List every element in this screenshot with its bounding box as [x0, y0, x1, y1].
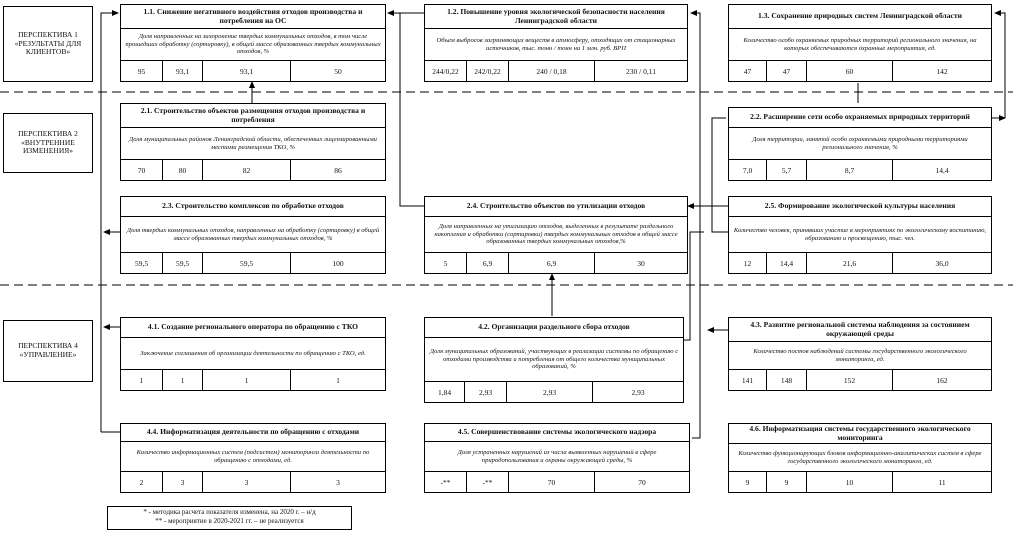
goal-title: 4.1. Создание регионального оператора по обращению с ТКО: [121, 318, 385, 338]
perspective-4-label: ПЕРСПЕКТИВА 4 «УПРАВЛЕНИЕ»: [3, 320, 93, 382]
goal-indicator: Количество особо охраняемых природных территорий регионального значения, на которых обеспечиваются охранные мероприятия, ед.: [729, 29, 991, 61]
goal-box-1-1: [120, 4, 386, 82]
value-cell: 152: [807, 370, 893, 390]
value-cell: 14,4: [935, 165, 949, 175]
goal-box-1-3: [728, 4, 992, 82]
value-cell: -**: [425, 472, 467, 492]
goal-box-4-6: [728, 423, 992, 493]
value-cell: 1: [121, 370, 163, 390]
value-cell: 2,93: [465, 382, 507, 402]
goal-box-4-3: [728, 317, 992, 391]
goal-indicator: Количество функционирующих блоков информационно-аналитических систем в сфере государственного экологического мониторинга, ед.: [729, 444, 991, 472]
goal-values: [425, 472, 689, 492]
footnote-line-1: * - методика расчета показателя изменена, на 2020 г. – н/д: [143, 508, 316, 516]
value-cell: 59,5: [121, 253, 163, 273]
value-cell: 100: [332, 258, 344, 268]
value-cell: 3: [163, 472, 203, 492]
value-cell: 7,0: [729, 160, 767, 180]
value-cell: -**: [467, 472, 509, 492]
value-cell: 47: [729, 61, 767, 81]
value-cell: 142: [936, 66, 948, 76]
goal-title: 2.3. Строительство комплексов по обработке отходов: [121, 197, 385, 217]
goal-title: 4.2. Организация раздельного сбора отходов: [425, 318, 683, 338]
goal-indicator: Доля твердых коммунальных отходов, направленных на обработку (сортировку) в общей массе образованных твердых коммунальных отходов, %: [121, 217, 385, 253]
value-cell: 60: [807, 61, 893, 81]
value-cell: 59,5: [203, 253, 291, 273]
value-cell: 93,1: [203, 61, 291, 81]
goal-title: 2.5. Формирование экологической культуры населения: [729, 197, 991, 217]
goal-title: 4.4. Информатизация деятельности по обращению с отходами: [121, 424, 385, 442]
goal-values: [121, 253, 385, 273]
value-cell: 5,7: [767, 160, 807, 180]
value-cell: 95: [121, 61, 163, 81]
goal-box-1-2: [424, 4, 688, 82]
value-cell: 93,1: [163, 61, 203, 81]
value-cell: 230 / 0,11: [626, 66, 656, 76]
arrow-connector: [995, 13, 1005, 118]
goal-box-2-4: [424, 196, 688, 274]
goal-box-4-2: [424, 317, 684, 403]
arrow-connector: [691, 13, 700, 438]
perspective-1-label: ПЕРСПЕКТИВА 1 «РЕЗУЛЬТАТЫ ДЛЯ КЛИЕНТОВ»: [3, 6, 93, 82]
value-cell: 2,93: [631, 387, 645, 397]
goal-values: [729, 370, 991, 390]
value-cell: 70: [509, 472, 595, 492]
value-cell: 141: [729, 370, 767, 390]
goal-indicator: Доля устраненных нарушений из числа выявленных нарушений в сфере природопользования и охраны окружающей среды, %: [425, 442, 689, 472]
goal-title: 1.2. Повышение уровня экологической безопасности населения Ленинградской области: [425, 5, 687, 29]
goal-indicator: Доля муниципальных районов Ленинградской области, обеспеченных лицензированными местами размещения ТКО, %: [121, 128, 385, 160]
arrow-connector: [712, 118, 728, 232]
value-cell: 11: [938, 477, 946, 487]
goal-values: [425, 253, 687, 273]
arrow-connector: [101, 13, 118, 432]
goal-title: 4.3. Развитие региональной системы наблюдения за состоянием окружающей среды: [729, 318, 991, 342]
footnote-line-2: ** - мероприятие в 2020-2021 гг. – не реализуется: [155, 517, 304, 526]
value-cell: 6,9: [509, 253, 595, 273]
value-cell: 240 / 0,18: [509, 61, 595, 81]
goal-values: [425, 382, 683, 402]
goal-title: 4.5. Совершенствование системы экологического надзора: [425, 424, 689, 442]
goal-box-2-2: [728, 107, 992, 181]
value-cell: 3: [203, 472, 291, 492]
goal-values: [121, 370, 385, 390]
goal-values: [729, 253, 991, 273]
goal-values: [425, 61, 687, 81]
goal-box-2-3: [120, 196, 386, 274]
value-cell: 1: [203, 370, 291, 390]
goal-indicator: Заключение соглашения об организации деятельности по обращению с ТКО, ед.: [121, 338, 385, 370]
goal-values: [729, 61, 991, 81]
value-cell: 80: [163, 160, 203, 180]
value-cell: 10: [807, 472, 893, 492]
value-cell: 148: [767, 370, 807, 390]
goal-title: 1.3. Сохранение природных систем Ленинградской области: [729, 5, 991, 29]
value-cell: 1: [336, 375, 340, 385]
goal-box-4-1: [120, 317, 386, 391]
value-cell: 242/0,22: [467, 61, 509, 81]
value-cell: 70: [121, 160, 163, 180]
goal-values: [121, 472, 385, 492]
value-cell: 21,6: [807, 253, 893, 273]
arrow-connector: [400, 13, 424, 206]
value-cell: 9: [767, 472, 807, 492]
perspective-2-label: ПЕРСПЕКТИВА 2 «ВНУТРЕННИЕ ИЗМЕНЕНИЯ»: [3, 113, 93, 173]
value-cell: 6,9: [467, 253, 509, 273]
goal-indicator: Количество человек, принявших участие в мероприятиях по экологическому воспитанию, образованию и просвещению, тыс. чел.: [729, 217, 991, 253]
value-cell: 59,5: [163, 253, 203, 273]
value-cell: 5: [425, 253, 467, 273]
goal-title: 2.2. Расширение сети особо охраняемых природных территорий: [729, 108, 991, 128]
value-cell: 9: [729, 472, 767, 492]
value-cell: 1: [163, 370, 203, 390]
value-cell: 70: [638, 477, 646, 487]
value-cell: 14,4: [767, 253, 807, 273]
goal-values: [121, 160, 385, 180]
goal-indicator: Доля направленных на утилизацию отходов, выделенных в результате раздельного накопления и обработки (сортировки) твердых коммунальных отходов в общей массе образованных твердых коммунальных отходов,%: [425, 217, 687, 253]
goal-values: [729, 472, 991, 492]
value-cell: 1,84: [425, 382, 465, 402]
goal-indicator: Объем выбросов загрязняющих веществ в атмосферу, отходящих от стационарных источников, тыс. тонн / тонн на 1 млн. руб. ВРП: [425, 29, 687, 61]
value-cell: 36,0: [935, 258, 949, 268]
value-cell: 2,93: [507, 382, 593, 402]
value-cell: 12: [729, 253, 767, 273]
footnote: [107, 506, 352, 530]
value-cell: 244/0,22: [425, 61, 467, 81]
value-cell: 8,7: [807, 160, 893, 180]
goal-values: [121, 61, 385, 81]
goal-indicator: Количество информационных систем (подсистем) мониторинга деятельности по обращению с отходами, ед.: [121, 442, 385, 472]
value-cell: 30: [637, 258, 645, 268]
goal-title: 1.1. Снижение негативного воздействия отходов производства и потребления на ОС: [121, 5, 385, 29]
value-cell: 3: [336, 477, 340, 487]
goal-title: 2.4. Строительство объектов по утилизации отходов: [425, 197, 687, 217]
value-cell: 50: [334, 66, 342, 76]
goal-box-4-4: [120, 423, 386, 493]
goal-title: 2.1. Строительство объектов размещения отходов производства и потребления: [121, 104, 385, 128]
value-cell: 162: [936, 375, 948, 385]
goal-box-4-5: [424, 423, 690, 493]
value-cell: 82: [203, 160, 291, 180]
value-cell: 2: [121, 472, 163, 492]
value-cell: 86: [334, 165, 342, 175]
goal-box-2-1: [120, 103, 386, 181]
goal-indicator: Доля муниципальных образований, участвующих в реализации системы по обращению с отходами производства и потребления от общего количества муниципальных образований, %: [425, 338, 683, 382]
value-cell: 47: [767, 61, 807, 81]
goal-indicator: Доля направленных на захоронение твердых коммунальных отходов, в том числе прошедших обработку (сортировку), в общей массе образованных твердых коммунальных отходов, %: [121, 29, 385, 61]
goal-values: [729, 160, 991, 180]
goal-title: 4.6. Информатизация системы государственного экологического мониторинга: [729, 424, 991, 444]
goal-indicator: Доля территории, занятой особо охраняемыми природными территориями регионального значения, %: [729, 128, 991, 160]
goal-box-2-5: [728, 196, 992, 274]
goal-indicator: Количество постов наблюдений системы государственного экологического мониторинга, ед.: [729, 342, 991, 370]
